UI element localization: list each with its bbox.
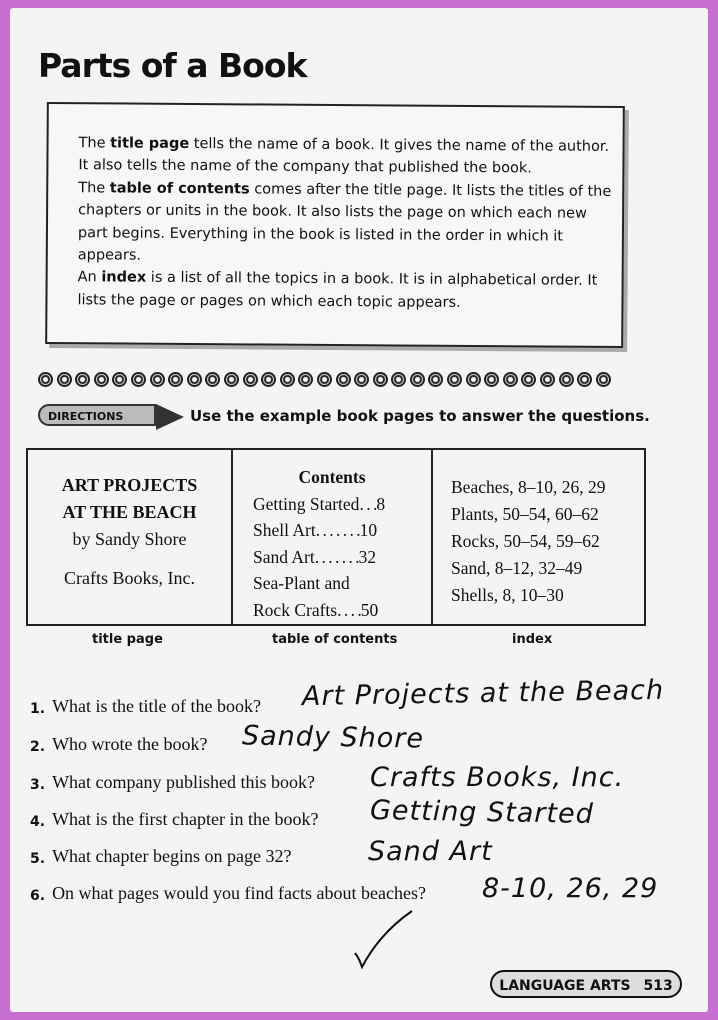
contents-row bbox=[253, 544, 431, 571]
info-box bbox=[45, 102, 625, 348]
handwritten-answer: Sandy Shore bbox=[241, 720, 425, 755]
dot-icon bbox=[131, 372, 146, 387]
contents-page: 50 bbox=[360, 599, 379, 620]
dot-icon bbox=[205, 372, 220, 387]
contents-chapter: Sea-Plant and bbox=[253, 573, 350, 593]
dot-leader: . . . . . . . bbox=[314, 546, 359, 567]
dot-icon bbox=[317, 372, 332, 387]
contents-page: 32 bbox=[358, 546, 377, 567]
directions-arrow-icon bbox=[156, 404, 184, 430]
dot-icon bbox=[559, 372, 574, 387]
question-text: What chapter begins on page 32? bbox=[52, 846, 292, 866]
dot-icon bbox=[596, 372, 611, 387]
contents-heading: Contents bbox=[298, 467, 366, 487]
question-text: What company published this book? bbox=[52, 772, 316, 792]
question-number: 5. bbox=[30, 851, 46, 867]
caption-title-page: title page bbox=[92, 632, 163, 647]
dot-icon bbox=[354, 372, 369, 387]
title-page-panel bbox=[28, 450, 233, 624]
caption-contents: table of contents bbox=[272, 632, 398, 647]
question-text: On what pages would you find facts about beaches? bbox=[52, 883, 426, 903]
dot-icon bbox=[261, 372, 276, 387]
question-number: 2. bbox=[30, 739, 46, 755]
handwritten-answer: 8-10, 26, 29 bbox=[482, 873, 659, 904]
book-title-line-1: ART PROJECTS bbox=[61, 475, 198, 495]
dot-icon bbox=[428, 372, 443, 387]
contents-chapter: Rock Crafts bbox=[253, 599, 338, 620]
contents-row bbox=[253, 570, 431, 597]
dot-icon bbox=[577, 372, 592, 387]
dot-icon bbox=[75, 372, 90, 387]
dot-icon bbox=[243, 372, 258, 387]
index-entry: Shells, 8, 10–30 bbox=[451, 585, 564, 605]
info-title-page: The title page tells the name of a book. It gives the name of the author. It also tells the name of the company that published the book. bbox=[78, 135, 610, 177]
dot-icon bbox=[298, 372, 313, 387]
question-number: 4. bbox=[30, 814, 46, 830]
info-table-of-contents: The table of contents comes after the title page. It lists the titles of the chapters or units in the book. It also lists the page on which each new part begins. Everything in the book is listed in the order in which it appears. bbox=[77, 180, 612, 264]
dot-border bbox=[38, 372, 611, 387]
dot-icon bbox=[150, 372, 165, 387]
question-2 bbox=[30, 734, 208, 755]
dot-leader: . . . bbox=[359, 493, 377, 514]
dot-icon bbox=[521, 372, 536, 387]
dot-icon bbox=[38, 372, 53, 387]
book-title-line-2: AT THE BEACH bbox=[62, 502, 197, 522]
book-publisher: Crafts Books, Inc. bbox=[64, 568, 195, 588]
question-number: 6. bbox=[30, 888, 46, 904]
directions-tag: DIRECTIONS bbox=[38, 404, 156, 426]
question-4 bbox=[30, 809, 318, 830]
worksheet-page bbox=[10, 8, 708, 1012]
dot-icon bbox=[447, 372, 462, 387]
contents-panel bbox=[233, 450, 433, 624]
dot-icon bbox=[112, 372, 127, 387]
contents-row bbox=[253, 491, 431, 518]
dot-icon bbox=[410, 372, 425, 387]
contents-chapter: Shell Art bbox=[253, 520, 316, 540]
contents-chapter: Sand Art bbox=[253, 546, 315, 567]
footer-badge bbox=[490, 970, 682, 998]
index-panel bbox=[433, 450, 644, 624]
dot-icon bbox=[391, 372, 406, 387]
question-text: Who wrote the book? bbox=[52, 734, 208, 754]
dot-icon bbox=[484, 372, 499, 387]
handwritten-answer: Art Projects at the Beach bbox=[301, 674, 665, 713]
dot-icon bbox=[168, 372, 183, 387]
dot-icon bbox=[503, 372, 518, 387]
footer-label: LANGUAGE ARTS bbox=[499, 978, 631, 994]
book-author: by Sandy Shore bbox=[72, 529, 187, 549]
contents-row bbox=[253, 597, 431, 624]
index-entry: Rocks, 50–54, 59–62 bbox=[451, 531, 600, 551]
contents-chapter: Getting Started bbox=[253, 493, 360, 514]
dot-icon bbox=[373, 372, 388, 387]
contents-page: 10 bbox=[359, 520, 378, 540]
dot-icon bbox=[466, 372, 481, 387]
dot-leader: . . . . . . . bbox=[315, 520, 360, 540]
directions-text: Use the example book pages to answer the questions. bbox=[190, 407, 650, 425]
index-entry: Plants, 50–54, 60–62 bbox=[451, 504, 599, 524]
contents-page: 8 bbox=[376, 493, 386, 514]
handwritten-answer: Getting Started bbox=[369, 795, 595, 830]
question-number: 3. bbox=[30, 777, 46, 793]
question-number: 1. bbox=[30, 701, 46, 717]
handwritten-answer: Crafts Books, Inc. bbox=[370, 762, 625, 793]
page-title: Parts of a Book bbox=[38, 46, 307, 85]
example-book-pages bbox=[26, 448, 646, 626]
dot-icon bbox=[280, 372, 295, 387]
index-entry: Sand, 8–12, 32–49 bbox=[451, 558, 583, 578]
footer-page-number: 513 bbox=[643, 978, 673, 994]
caption-index: index bbox=[512, 632, 553, 647]
question-1 bbox=[30, 696, 261, 717]
dot-icon bbox=[57, 372, 72, 387]
checkmark-icon bbox=[350, 903, 420, 973]
dot-icon bbox=[94, 372, 109, 387]
question-5 bbox=[30, 846, 291, 867]
question-text: What is the first chapter in the book? bbox=[52, 809, 319, 829]
index-entry: Beaches, 8–10, 26, 29 bbox=[451, 477, 606, 497]
question-text: What is the title of the book? bbox=[52, 696, 262, 716]
question-6 bbox=[30, 883, 426, 904]
dot-icon bbox=[540, 372, 555, 387]
dot-icon bbox=[187, 372, 202, 387]
contents-row bbox=[253, 517, 431, 544]
info-index: An index is a list of all the topics in a book. It is in alphabetical order. It lists the page or pages on which each topic appears. bbox=[77, 269, 598, 311]
dot-leader: . . . . bbox=[337, 599, 361, 620]
question-3 bbox=[30, 772, 315, 793]
handwritten-answer: Sand Art bbox=[368, 836, 493, 867]
dot-icon bbox=[224, 372, 239, 387]
dot-icon bbox=[336, 372, 351, 387]
